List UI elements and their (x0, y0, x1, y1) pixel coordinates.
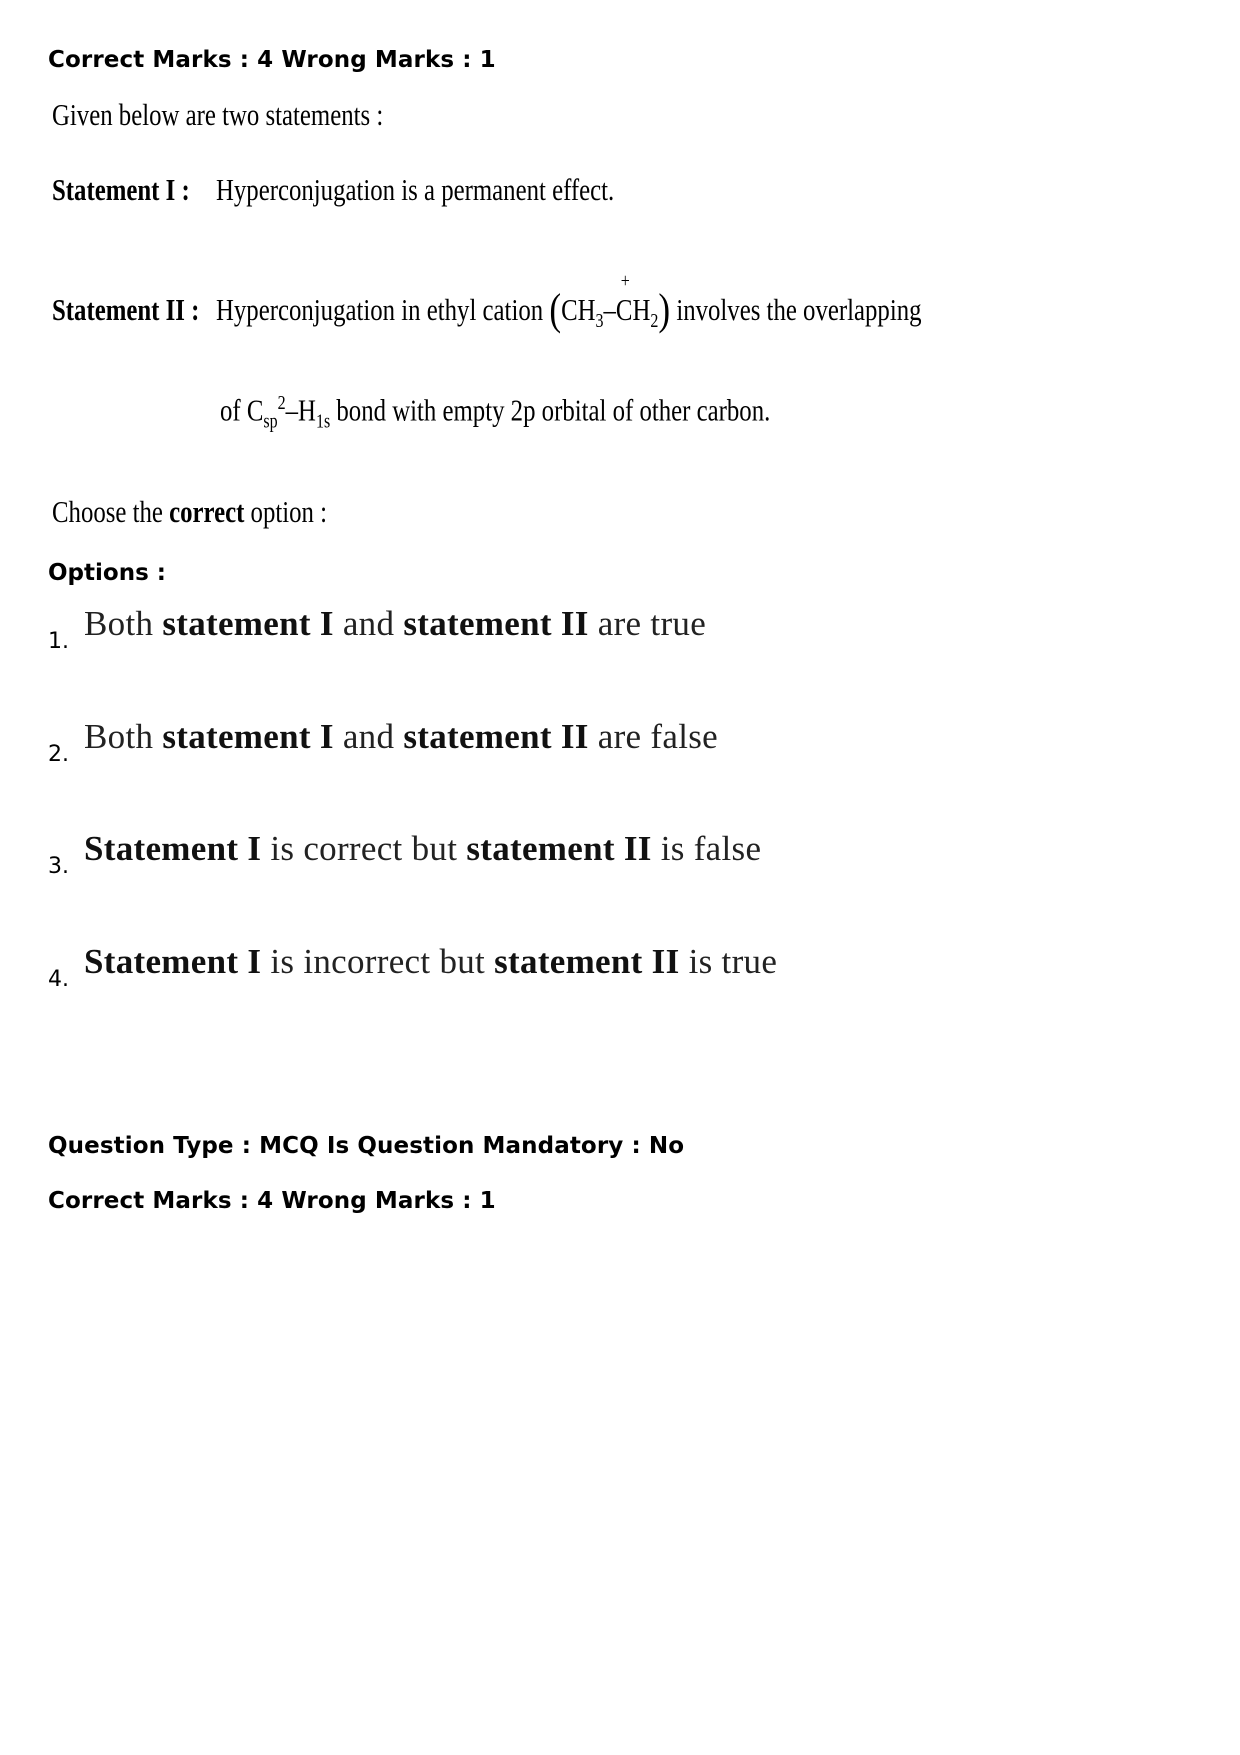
option-text: Statement I is correct but statement II is false (84, 829, 762, 868)
option-number: 2. (48, 742, 69, 767)
question-type-info: Question Type : MCQ Is Question Mandatory : No (48, 1133, 685, 1159)
option-text: Both statement I and statement II are true (84, 604, 707, 643)
marks-info: Correct Marks : 4 Wrong Marks : 1 (48, 47, 496, 73)
statement-2 (52, 270, 922, 335)
marks-info-next: Correct Marks : 4 Wrong Marks : 1 (48, 1188, 496, 1214)
statement-1-label: Statement I : (52, 172, 190, 207)
option-number: 3. (48, 854, 69, 879)
option-text: Statement I is incorrect but statement II is true (84, 942, 778, 981)
question-intro: Given below are two statements : (52, 97, 384, 132)
statement-2-text: Hyperconjugation in ethyl cation (216, 292, 544, 327)
option-number: 1. (48, 629, 69, 654)
bond-formula: $C_{sp}^2-H_{1s}$ (246, 392, 331, 433)
statement-1 (52, 172, 614, 208)
question-prompt: Choose the correct option : (52, 494, 328, 529)
options-label: Options : (48, 560, 166, 586)
statement-2-text-after: involves the overlapping (676, 292, 922, 327)
ethyl-cation-formula: ($CH_3-$ + $CH_2$) (549, 270, 671, 334)
statement-1-text: Hyperconjugation is a permanent effect. (216, 172, 615, 207)
option-number: 4. (48, 967, 69, 992)
option-text: Both statement I and statement II are false (84, 717, 718, 756)
statement-2-label: Statement II : (52, 292, 200, 327)
statement-2-continuation: of $C_{sp}^2-H_{1s}$ bond with empty 2p orbital of other carbon. (220, 392, 771, 433)
